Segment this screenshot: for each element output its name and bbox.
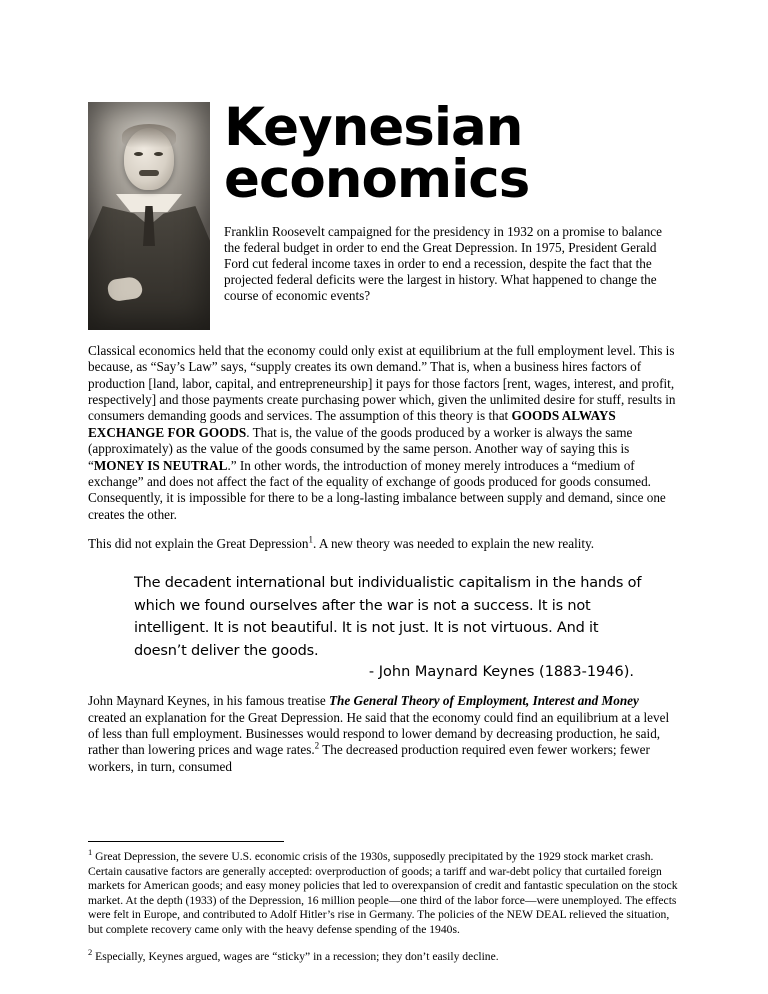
footnote-ref-2[interactable]: 2 (314, 740, 320, 751)
footnote-2-text: Especially, Keynes argued, wages are “sticky” in a recession; they don’t easily decline. (92, 949, 499, 963)
footnote-1-text: Great Depression, the severe U.S. economic crisis of the 1930s, supposedly precipitated by the 1929 stock market crash. Certain causative factors are generally accepted: overproduction of goods; a tariff and war-debt policy that curtailed foreign markets for American goods; and easy money policies that led to overexpansion of credit and fantastic speculation on the stock market. At the depth (1933) of the Depression, 16 million people—one third of the labor force—were unemployed. The effects were felt in Europe, and contributed to Adolf Hitler’s rise in Germany. The policies of the NEW DEAL relieved the situation, but complete recovery came only with the heavy defense spending of the 1940s. (88, 849, 678, 936)
new-theory-part-1: This did not explain the Great Depression (88, 535, 309, 551)
keynes-part-2: created an explanation for the Great Depression. He said that the economy could find an equilibrium at a level of less than full employment. Businesses would respond to lower demand by decreasing production, he said, rather than lowering prices and wage rates. (88, 709, 670, 758)
footnote-2-marker: 2 (88, 946, 93, 957)
classical-part-1: Classical economics held that the economy could only exist at equilibrium at the full employment level. This is because, as “Say’s Law” says, “supply creates its own demand.” That is, when a business hires factors of production [land, labor, capital, and entrepreneurship] it pays for those factors [rent, wages, interest, and profit, respectively] and those payments create purchasing power which, given the unlimited desire for stuff, results in consumers demanding goods and services. The assumption of this theory is that (88, 343, 676, 424)
intro-paragraph: Franklin Roosevelt campaigned for the presidency in 1932 on a promise to balance the federal budget in order to end the Great Depression. In 1975, President Gerald Ford cut federal income taxes in order to end a recession, despite the fact that the projected federal deficits were the largest in history. What happened to change the course of economic events? (224, 223, 662, 304)
portrait-vignette (88, 102, 210, 330)
classical-emphasis-money: MONEY IS NEUTRAL (93, 457, 228, 473)
paragraph-new-theory (88, 536, 680, 552)
keynes-portrait-image (88, 102, 210, 330)
footnote-1-marker: 1 (88, 847, 93, 858)
treatise-title: The General Theory of Employment, Interest and Money (329, 693, 639, 709)
classical-emphasis-goods: GOODS ALWAYS EXCHANGE FOR GOODS (88, 408, 616, 440)
pull-quote-text: The decadent international but individualistic capitalism in the hands of which we found ourselves after the war is not a success. It is not intelligent. It is not beautiful. It is not just. It is not virtuous. And it doesn’t deliver the goods. (134, 575, 642, 659)
paragraph-keynes-treatise (88, 693, 680, 775)
new-theory-part-2: . A new theory was needed to explain the new reality. (312, 535, 595, 551)
page-title-line-1: Keynesian (224, 97, 523, 158)
keynes-part-3: The decreased production required even fewer workers; fewer workers, in turn, consumed (88, 742, 650, 774)
footnote-separator (88, 841, 284, 842)
classical-part-3: .” In other words, the introduction of money merely introduces a “medium of exchange” and does not affect the fact of the equality of exchange of goods produced for goods consumed. Consequently, it is impossible for there to be a long-lasting imbalance between supply and demand, since one creates the other. (88, 457, 666, 522)
header-section (88, 97, 680, 330)
footnote-2 (88, 946, 680, 965)
pull-quote-attribution: - John Maynard Keynes (1883-1946). (368, 664, 634, 681)
footnote-1 (88, 847, 680, 938)
keynes-part-1: John Maynard Keynes, in his famous treatise (88, 693, 329, 709)
classical-part-2: . That is, the value of the goods produced by a worker is always the same (approximately) as the value of the goods consumed by the same person. Another way of saying this is “ (88, 424, 633, 473)
document-content (88, 88, 680, 976)
page-title-line-2: economics (224, 148, 530, 210)
paragraph-classical-economics (88, 343, 680, 523)
footnote-ref-1[interactable]: 1 (308, 534, 313, 545)
